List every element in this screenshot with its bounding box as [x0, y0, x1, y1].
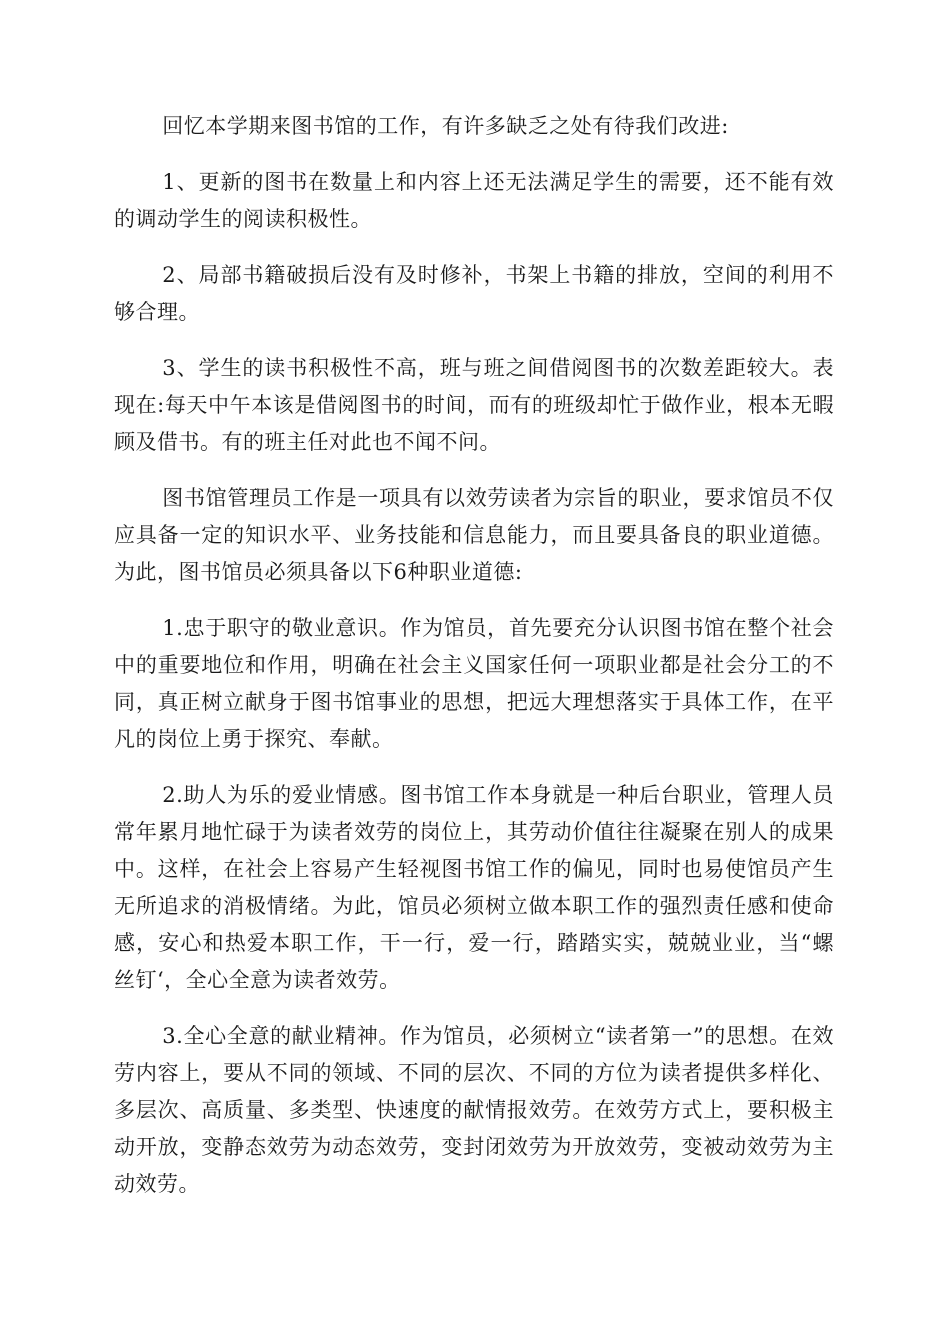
document-body	[114, 108, 834, 1222]
paragraph-ethics-intro: 图书馆管理员工作是一项具有以效劳读者为宗旨的职业，要求馆员不仅应具备一定的知识水平、业务技能和信息能力，而且要具备良的职业道德。为此，图书馆员必须具备以下6种职业道德:	[114, 486, 834, 584]
paragraph-ethic-2: 2.助人为乐的爱业情感。图书馆工作本身就是一种后台职业，管理人员常年累月地忙碌于为读者效劳的岗位上，其劳动价值往往凝聚在别人的成果中。这样，在社会上容易产生轻视图书馆工作的偏见，同时也易使馆员产生无所追求的消极情绪。为此，馆员必须树立做本职工作的强烈责任感和使命感，安心和热爱本职工作，干一行，爱一行，踏踏实实，兢兢业业，当“螺丝钉‘，全心全意为读者效劳。	[114, 783, 834, 992]
paragraph-intro: 回忆本学期来图书馆的工作，有许多缺乏之处有待我们改进:	[162, 114, 729, 138]
paragraph-ethic-1: 1.忠于职守的敬业意识。作为馆员，首先要充分认识图书馆在整个社会中的重要地位和作用，明确在社会主义国家任何一项职业都是社会分工的不同，真正树立献身于图书馆事业的思想，把远大理想落实于具体工作，在平凡的岗位上勇于探究、奉献。	[114, 616, 834, 751]
paragraph-issue-2: 2、局部书籍破损后没有及时修补，书架上书籍的排放，空间的利用不够合理。	[114, 263, 834, 324]
paragraph-issue-1: 1、更新的图书在数量上和内容上还无法满足学生的需要，还不能有效的调动学生的阅读积极性。	[114, 170, 834, 231]
paragraph-issue-3: 3、学生的读书积极性不高，班与班之间借阅图书的次数差距较大。表现在:每天中午本该是借阅图书的时间，而有的班级却忙于做作业，根本无暇顾及借书。有的班主任对此也不闻不问。	[114, 356, 834, 454]
paragraph-ethic-3: 3.全心全意的献业精神。作为馆员，必须树立“读者第一”的思想。在效劳内容上，要从不同的领域、不同的层次、不同的方位为读者提供多样化、多层次、高质量、多类型、快速度的献情报效劳。在效劳方式上，要积极主动开放，变静态效劳为动态效劳，变封闭效劳为开放效劳，变被动效劳为主动效劳。	[114, 1024, 834, 1196]
